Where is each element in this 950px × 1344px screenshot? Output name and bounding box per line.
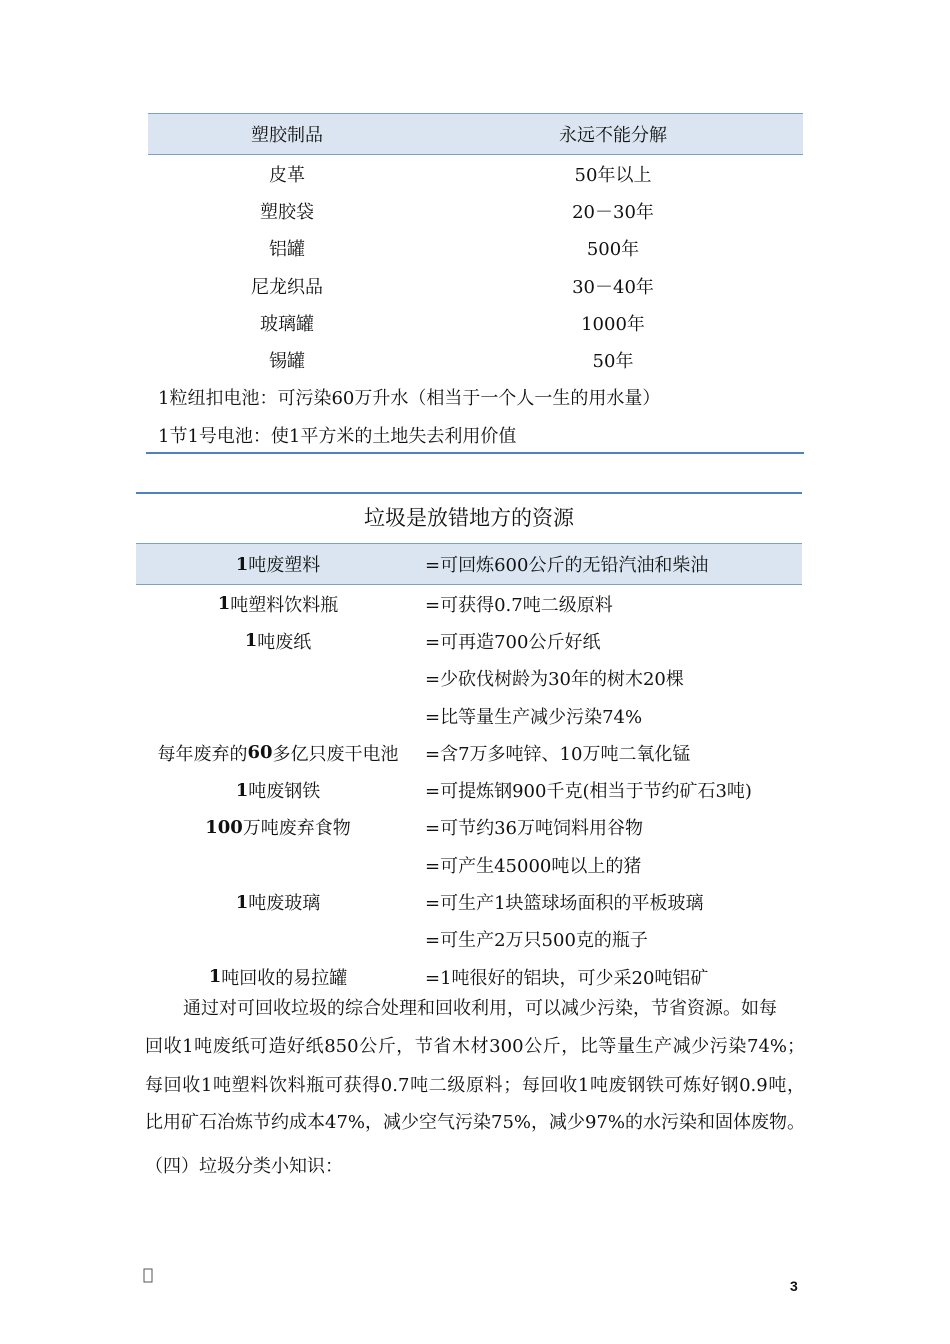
table-bottom-rule [146,452,804,454]
row-item [136,846,420,883]
row-value: =少砍伐树龄为30年的树木20棵 [425,669,684,691]
table-row [136,622,802,659]
row-item: 铝罐 [269,239,305,261]
row-item [136,771,420,808]
item-text: 吨废玻璃 [248,893,321,915]
table-row [136,660,802,697]
row-value: =可生产1块篮球场面积的平板玻璃 [425,893,704,915]
row-item: 塑胶袋 [260,201,314,223]
table-row [136,921,802,958]
table-note: 1节1号电池：使1平方米的土地失去利用价值 [158,425,517,447]
row-duration: 1000年 [581,313,645,335]
table-row [136,846,802,883]
row-value: =含7万多吨锌、10万吨二氧化锰 [425,743,691,765]
footer-glyph-icon [143,1268,153,1284]
item-number: 1 [244,630,258,652]
item-number: 1 [235,779,249,801]
paragraph-line: 通过对可回收垃圾的综合处理和回收利用，可以减少污染，节省资源。如每 [183,998,777,1019]
row-item [136,622,420,659]
item-text: 万吨废弃食物 [242,818,351,840]
table-row [136,771,802,808]
item-number: 1 [235,553,249,575]
paragraph-line: 回收1吨废纸可造好纸850公斤，节省木材300公斤，比等量生产减少污染74%； [145,1036,805,1057]
item-number: 1 [208,966,222,988]
row-duration: 20－30年 [572,201,654,223]
row-value: =可再造700公斤好纸 [425,631,601,653]
resource-table-title: 垃圾是放错地方的资源 [364,506,574,530]
row-item [136,809,420,846]
footer-glyph-icon [143,1268,153,1288]
row-value: =可回炼600公斤的无铅汽油和柴油 [425,555,709,576]
table-note: 1粒纽扣电池：可污染60万升水（相当于一个人一生的用水量） [158,388,661,410]
item-text: 吨废纸 [257,631,312,653]
table-row [148,230,803,267]
paragraph-line: 每回收1吨塑料饮料瓶可获得0.7吨二级原料；每回收1吨废钢铁可炼好钢0.9吨， [145,1075,805,1096]
row-duration: 50年 [592,351,634,373]
row-item [136,734,420,771]
decomposition-table-header [148,113,803,155]
row-item [136,883,420,920]
row-value: =可提炼钢900千克(相当于节约矿石3吨) [425,781,752,803]
resource-table-header [136,543,802,585]
table-row [136,734,802,771]
item-text: 吨回收的易拉罐 [221,967,348,989]
row-duration: 50年以上 [574,164,652,186]
row-item [136,958,420,995]
row-item [136,660,420,697]
row-value: =可节约36万吨饲料用谷物 [425,818,643,840]
table-row [136,585,802,622]
row-value: =可产生45000吨以上的猪 [425,855,642,877]
row-value: =可获得0.7吨二级原料 [425,594,613,616]
item-number: 60 [247,742,273,764]
header-item: 塑胶制品 [251,125,323,146]
section-heading: （四）垃圾分类小知识： [145,1156,343,1177]
row-item [136,585,420,622]
row-value: =1吨很好的铝块，可少采20吨铝矿 [425,967,709,989]
item-number: 1 [217,593,231,615]
table-row [136,697,802,734]
item-number: 1 [235,891,249,913]
row-duration: 30－40年 [572,276,654,298]
row-item: 皮革 [269,164,305,186]
row-value: =可生产2万只500克的瓶子 [425,930,648,952]
item-text: 吨废钢铁 [248,781,321,803]
row-item [136,544,420,584]
row-item: 尼龙织品 [251,276,323,298]
item-prefix: 每年废弃的 [157,743,248,765]
row-item [136,921,420,958]
table-row [148,304,803,341]
item-text: 吨废塑料 [248,555,321,576]
item-text: 多亿只废干电池 [272,743,399,765]
item-number: 100 [205,816,243,838]
table-row [136,883,802,920]
header-duration: 永远不能分解 [559,125,667,146]
row-item: 锡罐 [269,351,305,373]
table-top-rule [136,492,802,494]
paragraph-line: 比用矿石冶炼节约成本47%，减少空气污染75%，减少97%的水污染和固体废物。 [145,1112,806,1133]
table-row [148,192,803,229]
row-duration: 500年 [586,239,640,261]
row-item: 玻璃罐 [260,313,314,335]
table-row [136,809,802,846]
table-row [148,155,803,192]
table-row [136,958,802,995]
table-row [148,267,803,304]
row-value: =比等量生产减少污染74% [425,706,643,728]
table-row [148,341,803,378]
decomposition-table [148,113,803,453]
item-text: 吨塑料饮料瓶 [230,594,339,616]
resource-table [136,543,802,995]
row-item [136,697,420,734]
page-number: 3 [790,1278,798,1294]
